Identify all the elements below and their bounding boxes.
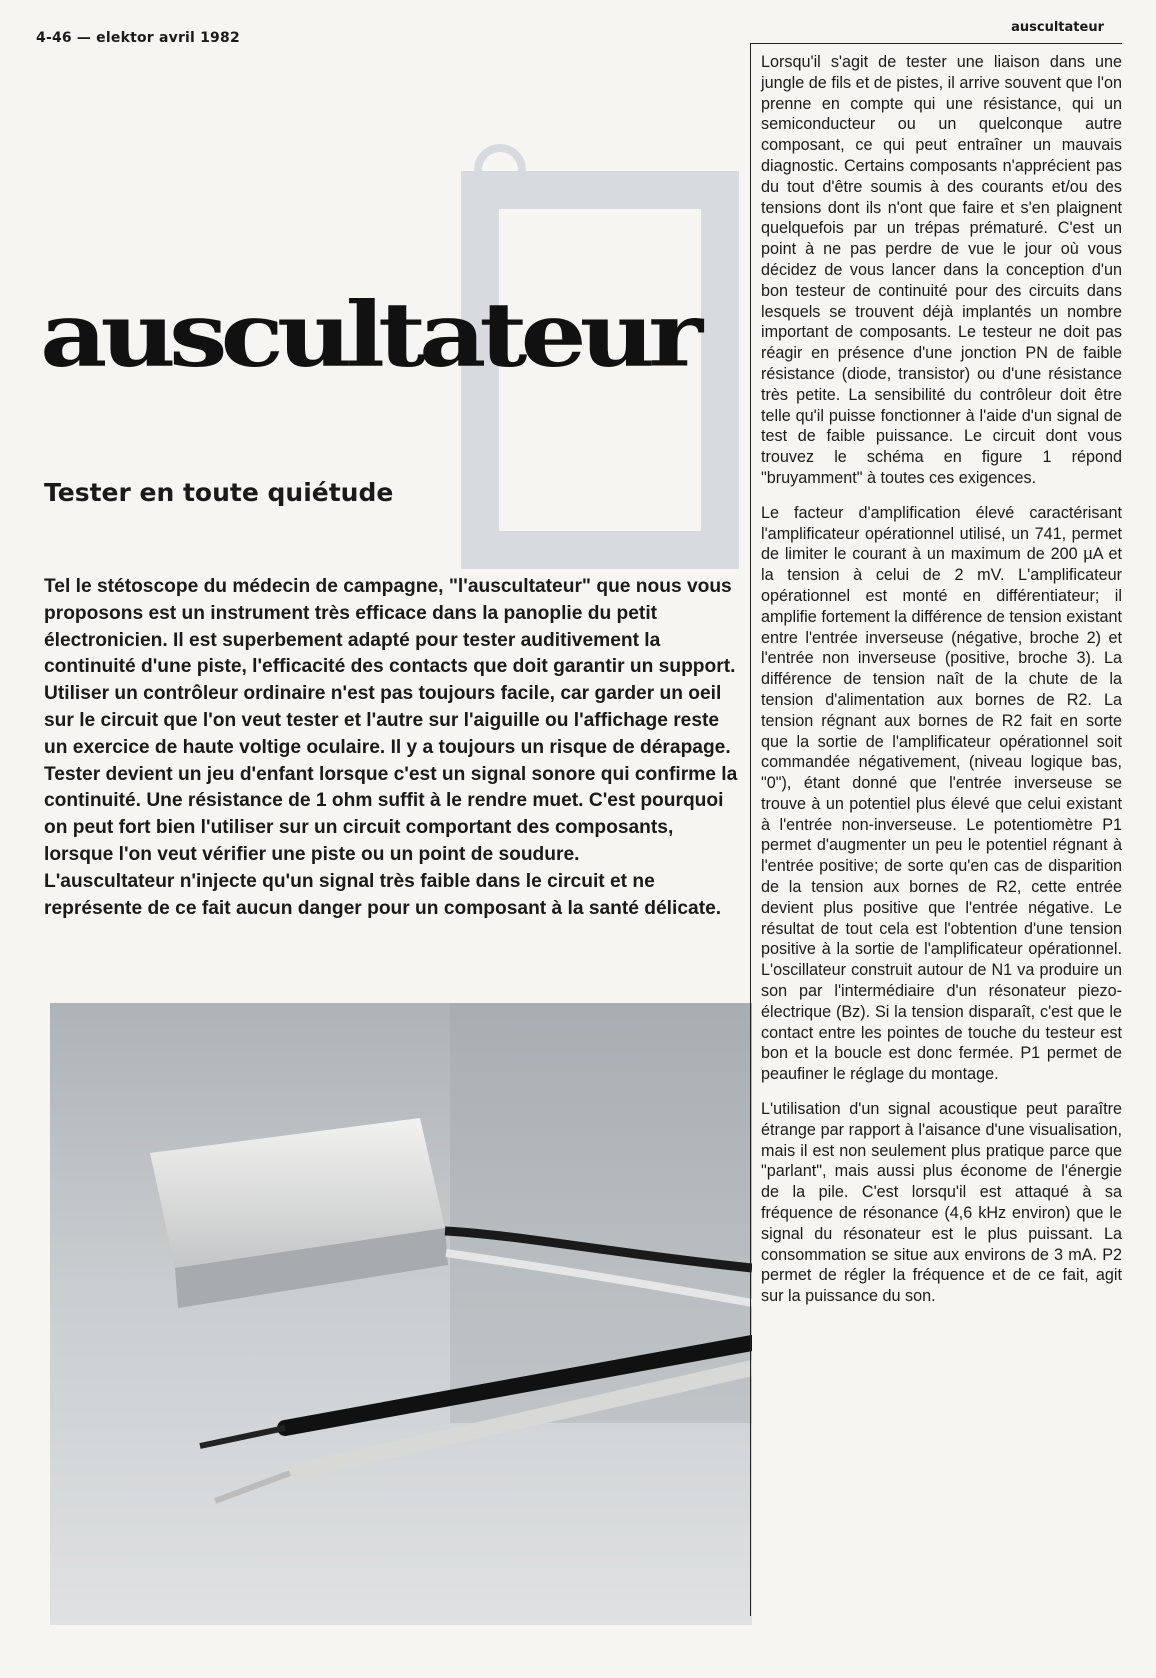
page-reference: 4-46 — elektor avril 1982 [36, 30, 240, 46]
body-paragraph: Lorsqu'il s'agit de tester une liaison dans une jungle de fils et de pistes, il arrive souvent que l'on prenne en compte qui une résistance, qui un semiconducteur ou un quelconque autre composant, ce qui peut entraîner un mauvais diagnostic. Certains composants n'apprécient pas du tout d'être soumis à des courants et/ou des tensions dont ils n'ont que faire et s'en plaignent quelquefois par un trépas prématuré. C'est un point à ne pas perdre de vue le jour où vous décidez de vous lancer dans la conception d'un bon testeur de continuité pour des circuits dans lesquels se trouvent déjà implantés un nombre important de composants. Le testeur ne doit pas réagir en présence d'une jonction PN de faible résistance (diode, transistor) ou d'une résistance très petite. La sensibilité du contrôleur doit être telle qu'il puisse fonctionner à l'aide d'un signal de test de faible puissance. Le circuit dont vous trouvez le schéma en figure 1 répond "bruyamment" à toutes ces exigences. [761, 53, 1122, 487]
intro-paragraph: Tel le stétoscope du médecin de campagne, "l'auscultateur" que nous vous proposons est un instrument très efficace dans la panoplie du petit électronicien. Il est superbement adapté pour tester auditivement la continuité d'une piste, l'efficacité des contacts que doit garantir un support. Utiliser un contrôleur ordinaire n'est pas toujours facile, car garder un oeil sur le circuit que l'on veut tester et l'autre sur l'aiguille ou l'affichage reste un exercice de haute voltige oculaire. Il y a toujours un risque de dérapage. Tester devient un jeu d'enfant lorsque c'est un signal sonore qui confirme la continuité. Une résistance de 1 ohm suffit à le rendre muet. C'est pourquoi on peut fort bien l'utiliser sur un circuit comportant des composants, lorsque l'on veut vérifier une piste ou un point de soudure. [44, 576, 738, 865]
body-paragraph: Le facteur d'amplification élevé caractérisant l'amplificateur opérationnel utilisé, un 741, permet de limiter le courant à un maximum de 200 µA et la tension à celui de 2 mV. L'amplificateur opérationnel est monté en différentiateur; il amplifie fortement la différence de tension existant entre l'entrée inverseuse (négative, broche 2) et l'entrée non inverseuse (positive, broche 3). La différence de tension naît de la chute de la tension d'alimentation aux bornes de R2. La tension régnant aux bornes de R2 fait en sorte que la sortie de l'amplificateur opérationnel soit commandée négativement, (niveau logique bas, "0"), étant donné que l'entrée inverseuse se trouve à un potentiel plus élevé que celui existant à l'entrée non-inverseuse. Le potentiomètre P1 permet d'augmenter un peu le potentiel régnant à l'entrée positive; de sorte qu'en cas de disparition de la tension aux bornes de R2, cette entrée devient plus positive que l'entrée négative. Le résultat de tout cela est l'obtention d'une tension positive à la sortie de l'amplificateur opérationnel. L'oscillateur construit autour de N1 va produire un son par l'intermédiaire d'un résonateur piezo-électrique (Bz). Si la tension disparaît, c'est que le contact entre les pointes de touche du testeur est bon et la boucle est donc fermée. P1 permet de peaufiner le réglage du montage. [761, 503, 1122, 1084]
section-header: auscultateur [1011, 20, 1104, 35]
device-photo [50, 1003, 752, 1625]
intro-paragraph: L'auscultateur n'injecte qu'un signal très faible dans le circuit et ne représente de ce fait aucun danger pour un composant à la santé délicate. [44, 870, 722, 919]
body-column [750, 43, 1122, 1616]
article-title: auscultateur [40, 281, 697, 388]
article-subtitle: Tester en toute quiétude [44, 478, 394, 507]
intro-text [44, 574, 744, 922]
body-paragraph: L'utilisation d'un signal acoustique peut paraître étrange par rapport à l'aisance d'une visualisation, mais il est non seulement plus pratique parce que "parlant", mais aussi plus économe de l'énergie de la pile. C'est lorsqu'il est attaqué à sa fréquence de résonance (4,6 kHz environ) que le signal du résonateur est le plus puissant. La consommation se situe aux environs de 3 mA. P2 permet de régler la fréquence et de ce fait, agit sur la puissance du son. [761, 1100, 1122, 1306]
